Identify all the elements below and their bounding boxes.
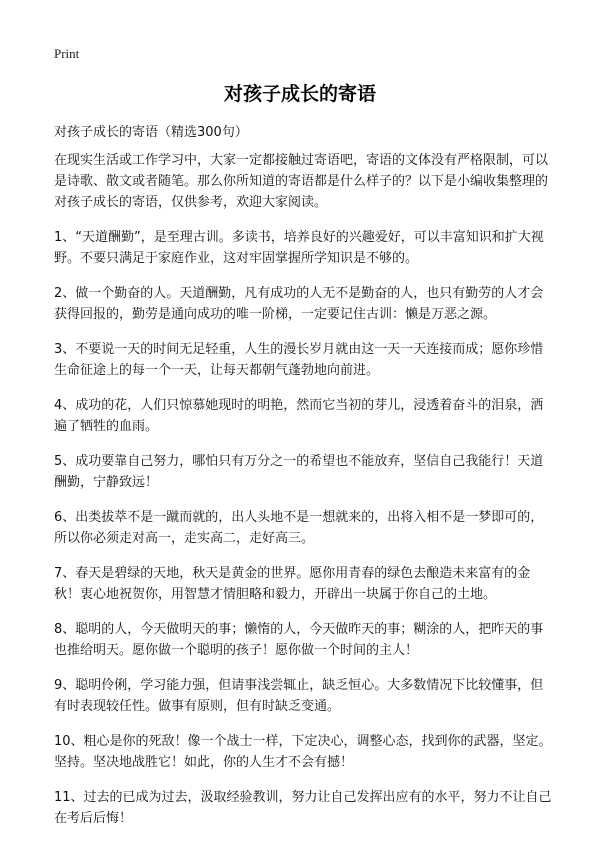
list-item: 8、聪明的人，今天做明天的事；懒惰的人，今天做昨天的事；糊涂的人，把昨天的事也推给明天。愿你做一个聪明的孩子！愿你做一个时间的主人！ [54,622,544,658]
list-item: 9、聪明伶俐，学习能力强，但请事浅尝辄止，缺乏恒心。大多数情况下比较懂事，但有时表现较任性。做事有原则，但有时缺乏变通。 [54,678,544,714]
document-title: 对孩子成长的寄语 [223,83,376,105]
print-label: Print [54,46,80,61]
list-item: 4、成功的花，人们只惊慕她现时的明艳，然而它当初的芽儿，浸透着奋斗的泪泉，洒遍了牺牲的血雨。 [54,398,544,434]
document-subtitle: 对孩子成长的寄语（精选300句） [54,125,248,140]
list-item: 7、春天是碧绿的天地，秋天是黄金的世界。愿你用青春的绿色去酿造未来富有的金秋！衷心地祝贺你，用智慧才情胆略和毅力，开辟出一块属于你自己的土地。 [54,566,531,602]
list-item: 1、“天道酬勤”，是至理古训。多读书，培养良好的兴趣爱好，可以丰富知识和扩大视野。不要只满足于家庭作业，这对牢固掌握所学知识是不够的。 [54,230,544,266]
list-item: 11、过去的已成为过去，汲取经验教训，努力让自己发挥出应有的水平，努力不让自己在考后后悔！ [54,790,552,826]
list-item: 5、成功要靠自己努力，哪怕只有万分之一的希望也不能放弃，坚信自己我能行！天道酬勤，宁静致远！ [54,454,544,490]
list-item: 2、做一个勤奋的人。天道酬勤，凡有成功的人无不是勤奋的人，也只有勤劳的人才会获得回报的，勤劳是通向成功的唯一阶梯，一定要记住古训：懒是万恶之源。 [54,286,544,322]
list-item: 3、不要说一天的时间无足轻重，人生的漫长岁月就由这一天一天连接而成；愿你珍惜生命征途上的每一个一天，让每天都朝气蓬勃地向前进。 [54,342,544,378]
document-body [54,150,552,843]
list-item: 10、粗心是你的死敌！像一个战士一样，下定决心，调整心态，找到你的武器，坚定。坚持。坚决地战胜它！如此，你的人生才不会有撼！ [54,734,552,770]
list-item: 6、出类拔萃不是一蹴而就的，出人头地不是一想就来的，出将入相不是一梦即可的，所以你必须走对高一，走实高二，走好高三。 [54,510,544,546]
intro-paragraph: 在现实生活或工作学习中，大家一定都接触过寄语吧，寄语的文体没有严格限制，可以是诗歌、散文或者随笔。那么你所知道的寄语都是什么样子的？以下是小编收集整理的对孩子成长的寄语，仅供参考，欢迎大家阅读。 [54,153,549,210]
